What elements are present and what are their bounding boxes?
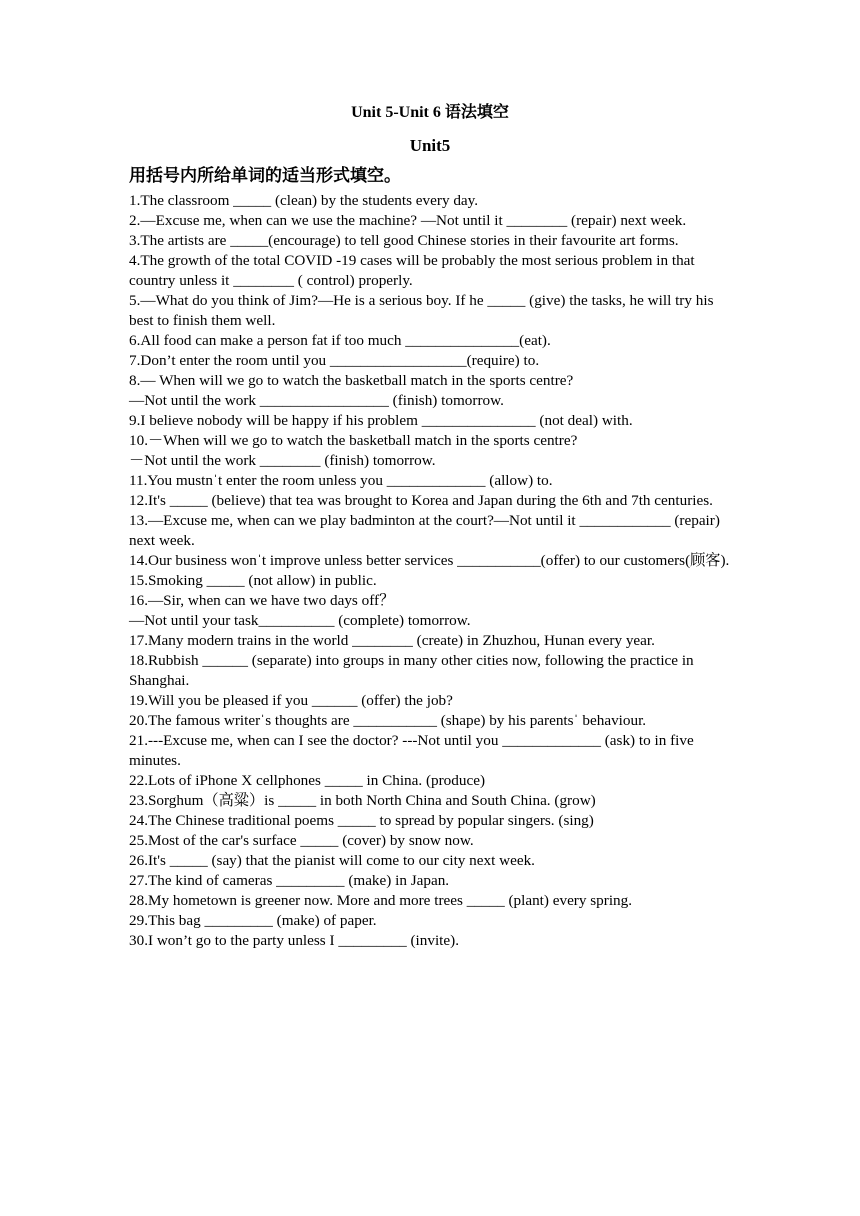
question-item: 27.The kind of cameras _________ (make) in Japan. xyxy=(129,872,450,889)
question-item: 30.I won’t go to the party unless I _________ (invite). xyxy=(129,932,460,949)
question-item: 13.—Excuse me, when can we play badminton at the court?—Not until it ____________ (repair) next week. xyxy=(129,512,724,549)
question-item: 1.The classroom _____ (clean) by the students every day. xyxy=(129,192,479,209)
question-item: —Not until the work _________________ (finish) tomorrow. xyxy=(129,392,504,409)
question-item: 12.It's _____ (believe) that tea was brought to Korea and Japan during the 6th and 7th centuries. xyxy=(129,492,713,509)
question-item: 11.You mustnˈt enter the room unless you _____________ (allow) to. xyxy=(129,472,553,489)
question-item: —Not until your task__________ (complete) tomorrow. xyxy=(129,612,471,629)
question-item: －Not until the work ________ (finish) tomorrow. xyxy=(129,452,436,469)
question-item: 24.The Chinese traditional poems _____ to spread by popular singers. (sing) xyxy=(129,812,594,829)
question-item: 18.Rubbish ______ (separate) into groups in many other cities now, following the practice in Shanghai. xyxy=(129,652,698,689)
question-item: 17.Many modern trains in the world ________ (create) in Zhuzhou, Hunan every year. xyxy=(129,632,655,649)
question-item: 5.—What do you think of Jim?—He is a serious boy. If he _____ (give) the tasks, he will try his best to finish them well. xyxy=(129,292,718,329)
question-item: 14.Our business wonˈt improve unless better services ___________(offer) to our customers(顾客). xyxy=(129,552,730,569)
question-item: 10.－When will we go to watch the basketball match in the sports centre? xyxy=(129,432,578,449)
question-item: 4.The growth of the total COVID -19 cases will be probably the most serious problem in that country unless it ________ ( control) properly. xyxy=(129,252,699,289)
question-item: 21.---Excuse me, when can I see the doctor? ---Not until you _____________ (ask) to in five minutes. xyxy=(129,732,698,769)
question-item: 6.All food can make a person fat if too much _______________(eat). xyxy=(129,332,551,349)
question-item: 26.It's _____ (say) that the pianist will come to our city next week. xyxy=(129,852,535,869)
question-item: 15.Smoking _____ (not allow) in public. xyxy=(129,572,377,589)
question-item: 9.I believe nobody will be happy if his problem _______________ (not deal) with. xyxy=(129,412,633,429)
question-item: 23.Sorghum（高粱）is _____ in both North China and South China. (grow) xyxy=(129,792,596,809)
question-item: 20.The famous writerˈs thoughts are ___________ (shape) by his parentsˈ behaviour. xyxy=(129,712,647,729)
exercise-instruction: 用括号内所给单词的适当形式填空。 xyxy=(129,166,401,186)
question-item: 19.Will you be pleased if you ______ (offer) the job? xyxy=(129,692,453,709)
question-item: 2.—Excuse me, when can we use the machine? —Not until it ________ (repair) next week. xyxy=(129,212,687,229)
question-item: 3.The artists are _____(encourage) to tell good Chinese stories in their favourite art forms. xyxy=(129,232,679,249)
question-item: 7.Don’t enter the room until you __________________(require) to. xyxy=(129,352,540,369)
question-item: 29.This bag _________ (make) of paper. xyxy=(129,912,377,929)
question-item: 16.—Sir, when can we have two days off？ xyxy=(129,592,395,609)
question-list xyxy=(129,191,731,951)
unit-heading: Unit5 xyxy=(409,136,451,155)
question-item: 22.Lots of iPhone X cellphones _____ in China. (produce) xyxy=(129,772,486,789)
document-title: Unit 5-Unit 6 语法填空 xyxy=(351,104,509,121)
question-item: 8.— When will we go to watch the basketball match in the sports centre? xyxy=(129,372,574,389)
question-item: 25.Most of the car's surface _____ (cover) by snow now. xyxy=(129,832,474,849)
question-item: 28.My hometown is greener now. More and more trees _____ (plant) every spring. xyxy=(129,892,633,909)
